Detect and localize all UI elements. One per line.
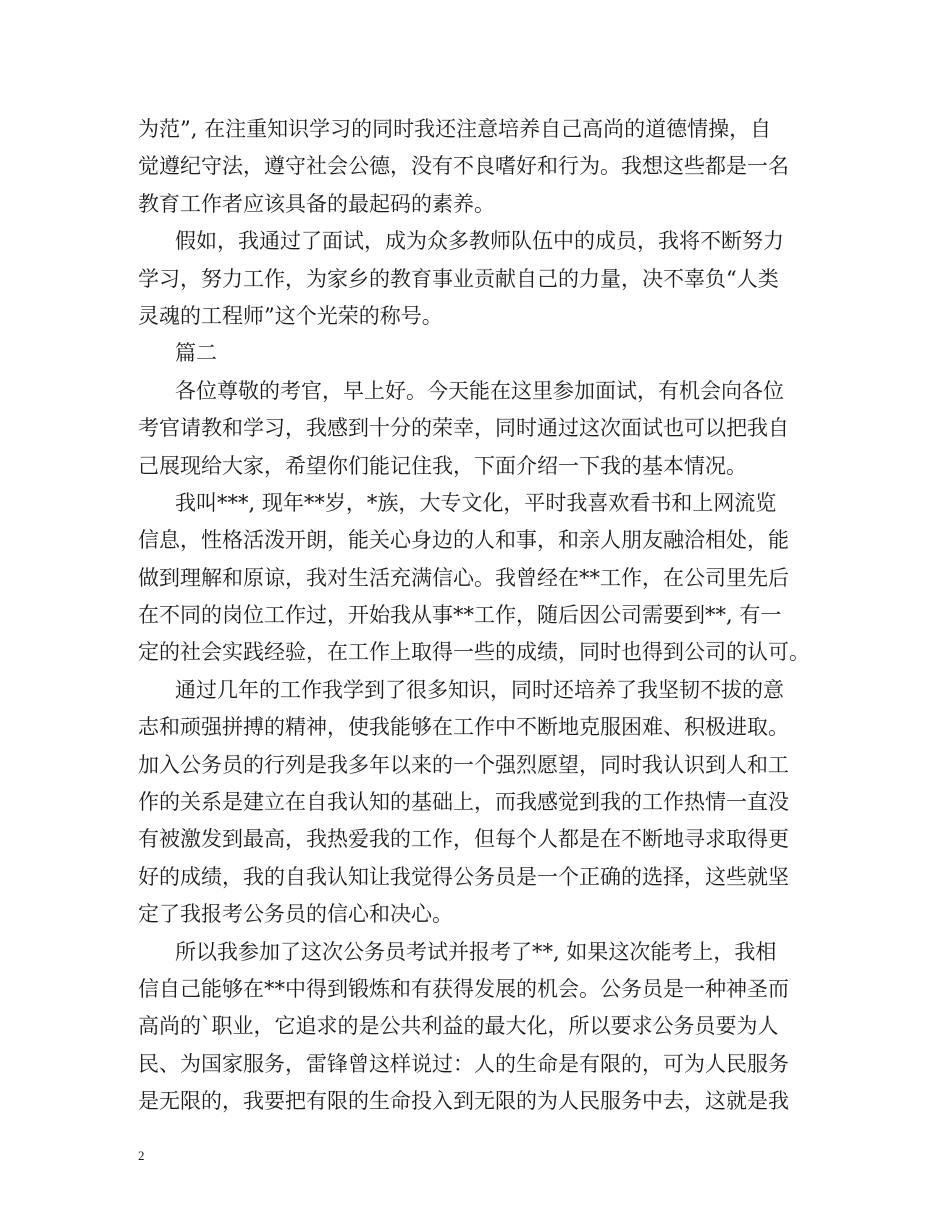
text-line: 篇二: [175, 341, 217, 366]
text-line: 好的成绩，我的自我认知让我觉得公务员是一个正确的选择，这些就坚: [138, 864, 789, 889]
text-line: 做到理解和原谅，我对生活充满信心。我曾经在**工作，在公司里先后: [138, 565, 789, 590]
text-line: 己展现给大家，希望你们能记住我，下面介绍一下我的基本情况。: [138, 453, 747, 478]
body-text: [138, 111, 828, 1121]
text-line: 为范”, 在注重知识学习的同时我还注意培养自己高尚的道德情操，自: [138, 117, 772, 141]
text-line: 是无限的，我要把有限的生命投入到无限的为人民服务中去，这就是我: [138, 1089, 789, 1114]
text-line: 在不同的岗位工作过，开始我从事**工作，随后因公司需要到**, 有一: [138, 603, 782, 628]
text-line: 假如，我通过了面试，成为众多教师队伍中的成员，我将不断努力: [175, 229, 784, 254]
text-line: 我叫***, 现年**岁，*族，大专文化，平时我喜欢看书和上网流览: [175, 490, 777, 515]
text-line: 信息，性格活泼开朗，能关心身边的人和事，和亲人朋友融洽相处，能: [138, 528, 789, 553]
text-line: 考官请教和学习，我感到十分的荣幸，同时通过这次面试也可以把我自: [138, 416, 789, 441]
text-line: 有被激发到最高，我热爱我的工作，但每个人都是在不断地寻求取得更: [138, 827, 789, 852]
text-line: 觉遵纪守法，遵守社会公德，没有不良嗜好和行为。我想这些都是一名: [138, 154, 789, 179]
text-line: 教育工作者应该具备的最起码的素养。: [138, 191, 495, 216]
text-line: 定的社会实践经验，在工作上取得一些的成绩，同时也得到公司的认可。: [138, 640, 810, 665]
text-line: 各位尊敬的考官，早上好。今天能在这里参加面试，有机会向各位: [175, 378, 784, 403]
text-line: 信自己能够在**中得到锻炼和有获得发展的机会。公务员是一种神圣而: [138, 976, 789, 1001]
text-line: 通过几年的工作我学到了很多知识，同时还培养了我坚韧不拔的意: [175, 677, 784, 702]
page-number: 2: [138, 1148, 145, 1163]
text-line: 高尚的`职业，它追求的是公共利益的最大化，所以要求公务员要为人: [138, 1014, 779, 1039]
text-line: 作的关系是建立在自我认知的基础上，而我感觉到我的工作热情一直没: [138, 790, 789, 815]
text-line: 定了我报考公务员的信心和决心。: [138, 902, 453, 927]
text-line: 学习，努力工作，为家乡的教育事业贡献自己的力量，决不辜负“人类: [138, 266, 779, 291]
text-line: 灵魂的工程师”这个光荣的称号。: [138, 303, 443, 328]
text-line: 所以我参加了这次公务员考试并报考了**, 如果这次能考上，我相: [175, 939, 777, 964]
text-line: 加入公务员的行列是我多年以来的一个强烈愿望，同时我认识到人和工: [138, 752, 789, 777]
text-line: 志和顽强拼搏的精神，使我能够在工作中不断地克服困难、积极进取。: [138, 715, 789, 740]
text-line: 民、为国家服务，雷锋曾这样说过：人的生命是有限的，可为人民服务: [138, 1051, 789, 1076]
